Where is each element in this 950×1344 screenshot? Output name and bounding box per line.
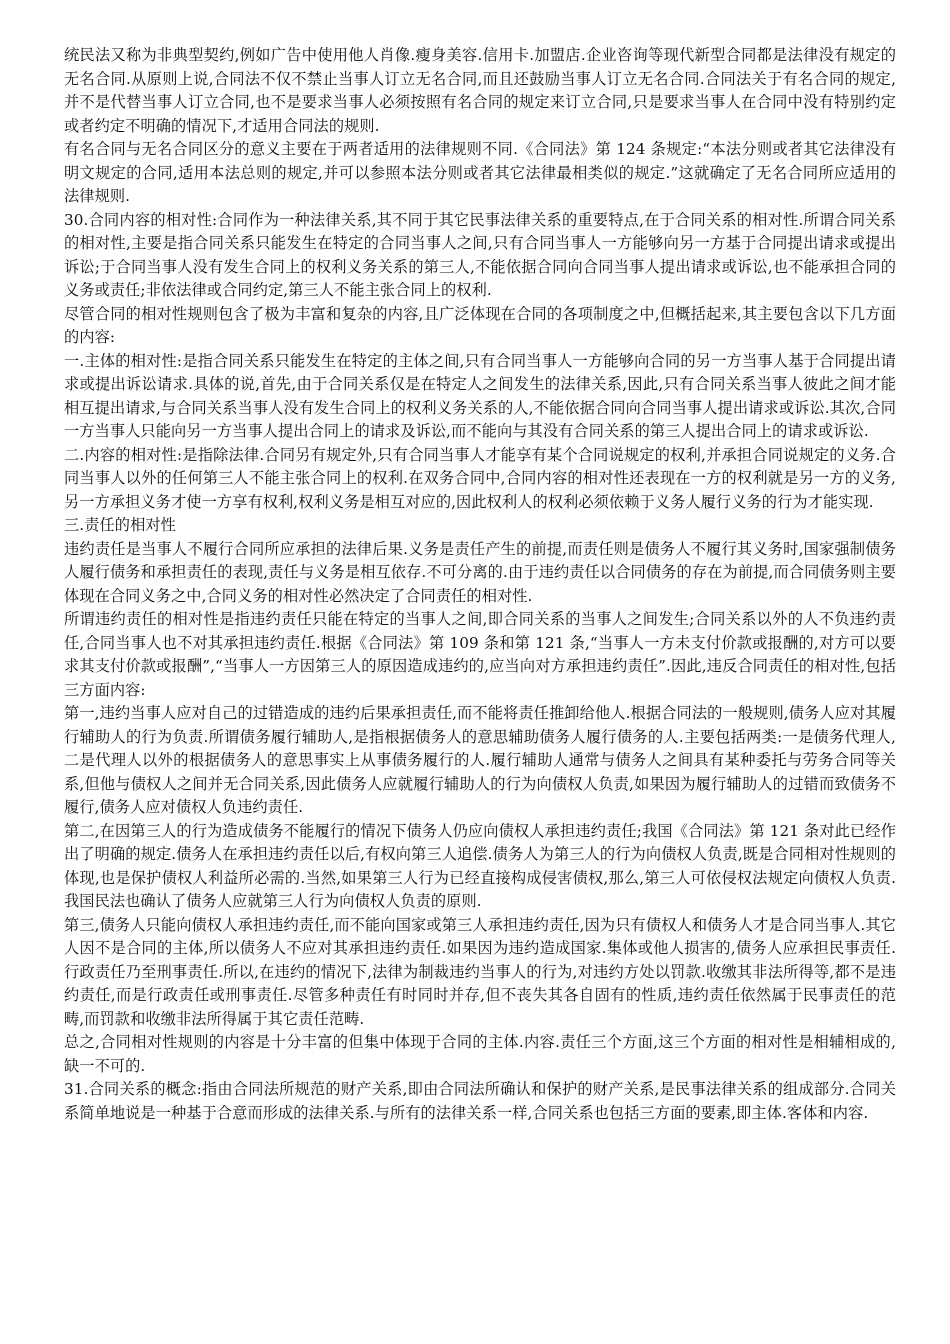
paragraph-subject-relativity: 一.主体的相对性:是指合同关系只能发生在特定的主体之间,只有合同当事人一方能够向合同的另一方当事人基于合同提出请求或提出诉讼请求.具体的说,首先,由于合同关系仅是在特定人之间发生的法律关系,因此,只有合同关系当事人彼此之间才能相互提出请求,与合同关系当事人没有发生合同上的权利义务关系的人,不能依据合同向合同当事人提出请求或诉讼.其次,合同一方当事人只能向另一方当事人提出合同上的请求及诉讼,而不能向与其没有合同关系的第三人提出合同上的请求或诉讼.: [64, 351, 896, 440]
paragraph-content-relativity: 二.内容的相对性:是指除法律.合同另有规定外,只有合同当事人才能享有某个合同说规定的权利,并承担合同说规定的义务.合同当事人以外的任何第三人不能主张合同上的权利.在双务合同中,合同内容的相对性还表现在一方的权利就是另一方的义务,另一方承担义务才使一方享有权利,权利义务是相互对应的,因此权利人的权利必须依赖于义务人履行义务的行为才能实现.: [64, 445, 896, 511]
paragraph-unnamed-contracts-intro: 统民法又称为非典型契约,例如广告中使用他人肖像.瘦身美容.信用卡.加盟店.企业咨询等现代新型合同都是法律没有规定的无名合同.从原则上说,合同法不仅不禁止当事人订立无名合同,而且还鼓励当事人订立无名合同.合同法关于有名合同的规定,并不是代替当事人订立合同,也不是要求当事人必须按照有名合同的规定来订立合同,只是要求当事人在合同中没有特别约定或者约定不明确的情况下,才适用合同法的规则.: [64, 46, 896, 135]
paragraph-breach-liability: 违约责任是当事人不履行合同所应承担的法律后果.义务是责任产生的前提,而责任则是债务人不履行其义务时,国家强制债务人履行债务和承担责任的表现,责任与义务是相互依存.不可分离的.由于违约责任以合同债务的存在为前提,而合同债务则主要体现在合同义务之中,合同义务的相对性必然决定了合同责任的相对性.: [64, 539, 896, 605]
paragraph-liability-relativity-definition: 所谓违约责任的相对性是指违约责任只能在特定的当事人之间,即合同关系的当事人之间发生;合同关系以外的人不负违约责任,合同当事人也不对其承担违约责任.根据《合同法》第 109 条和第 121 条,“当事人一方未支付价款或报酬的,对方可以要求其支付价款或报酬”,“当事人一方因第三人的原因造成违约的,应当向对方承担违约责任”.因此,违反合同责任的相对性,包括三方面内容:: [64, 610, 896, 699]
paragraph-third-point: 第三,债务人只能向债权人承担违约责任,而不能向国家或第三人承担违约责任,因为只有债权人和债务人才是合同当事人.其它人因不是合同的主体,所以债务人不应对其承担违约责任.如果因为违约造成国家.集体或他人损害的,债务人应承担民事责任.行政责任乃至刑事责任.所以,在违约的情况下,法律为制裁违约当事人的行为,对违约方处以罚款.收缴其非法所得等,都不是违约责任,而是行政责任或刑事责任.尽管多种责任有时同时并存,但不丧失其各自固有的性质,违约责任依然属于民事责任的范畴,而罚款和收缴非法所得属于其它责任范畴.: [64, 915, 896, 1028]
document-page: [64, 44, 896, 1125]
paragraph-31-contract-relationship: 31.合同关系的概念:指由合同法所规范的财产关系,即由合同法所确认和保护的财产关系,是民事法律关系的组成部分.合同关系简单地说是一种基于合意而形成的法律关系.与所有的法律关系一样,合同关系也包括三方面的要素,即主体.客体和内容.: [64, 1080, 896, 1122]
paragraph-conclusion: 总之,合同相对性规则的内容是十分丰富的但集中体现于合同的主体.内容.责任三个方面,这三个方面的相对性是相辅相成的,缺一不可的.: [64, 1033, 896, 1075]
paragraph-first-point: 第一,违约当事人应对自己的过错造成的违约后果承担责任,而不能将责任推卸给他人.根据合同法的一般规则,债务人应对其履行辅助人的行为负责.所谓债务履行辅助人,是指根据债务人的意思辅助债务人履行债务的人.主要包括两类:一是债务代理人,二是代理人以外的根据债务人的意思事实上从事债务履行的人.履行辅助人通常与债务人之间具有某种委托与劳务合同等关系,但他与债权人之间并无合同关系,因此债务人应就履行辅助人的行为向债权人负责,如果因为履行辅助人的过错而致债务不履行,债务人应对债权人负违约责任.: [64, 704, 896, 816]
paragraph-second-point: 第二,在因第三人的行为造成债务不能履行的情况下债务人仍应向债权人承担违约责任;我国《合同法》第 121 条对此已经作出了明确的规定.债务人在承担违约责任以后,有权向第三人追偿.债务人为第三人的行为向债权人负责,既是合同相对性规则的体现,也是保护债权人利益所必需的.当然,如果第三人行为已经直接构成侵害债权,那么,第三人可依侵权法规定向债权人负责.我国民法也确认了债务人应就第三人行为向债权人负责的原则.: [64, 821, 896, 910]
paragraph-relativity-summary: 尽管合同的相对性规则包含了极为丰富和复杂的内容,且广泛体现在合同的各项制度之中,但概括起来,其主要包含以下几方面的内容:: [64, 304, 896, 346]
paragraph-30-relativity: 30.合同内容的相对性:合同作为一种法律关系,其不同于其它民事法律关系的重要特点,在于合同关系的相对性.所谓合同关系的相对性,主要是指合同关系只能发生在特定的合同当事人之间,只有合同当事人一方能够向另一方基于合同提出请求或提出诉讼;于合同当事人没有发生合同上的权利义务关系的第三人,不能依据合同向合同当事人提出请求或诉讼,也不能承担合同的义务或责任;非依法律或合同约定,第三人不能主张合同上的权利.: [64, 210, 896, 299]
paragraph-named-vs-unnamed: 有名合同与无名合同区分的意义主要在于两者适用的法律规则不同.《合同法》第 124 条规定:“本法分则或者其它法律没有明文规定的合同,适用本法总则的规定,并可以参照本法分则或者其它法律最相类似的规定.”这就确定了无名合同所应适用的法律规则.: [64, 140, 896, 205]
section-heading-liability-relativity: 三.责任的相对性: [64, 516, 176, 534]
